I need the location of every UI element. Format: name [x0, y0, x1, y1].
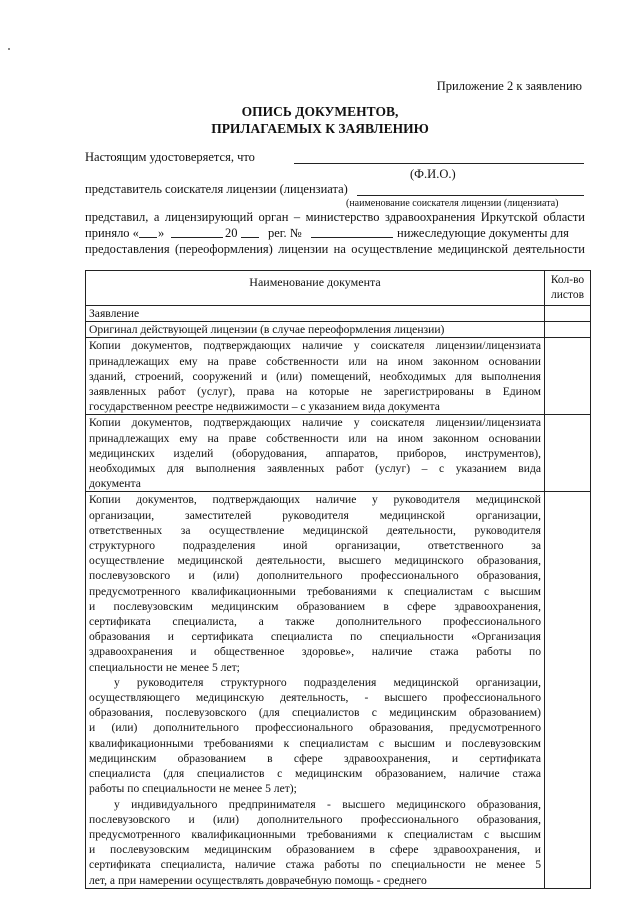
accepted-text: приняло «: [85, 226, 139, 240]
sheet-count-cell[interactable]: [545, 415, 591, 491]
sheet-count-cell[interactable]: [545, 322, 591, 337]
document-name-line: послевузовского и (или) дополнительного профессионального образования,: [89, 569, 541, 583]
table-body: [86, 306, 591, 889]
document-name-line: специальности не менее 5 лет;: [89, 660, 240, 674]
document-name-line: Копии документов, подтверждающих наличие у руководителя медицинской: [89, 493, 541, 507]
document-name-line: зданий, строений, сооружений и (или) помещений, необходимых для выполнения: [89, 369, 541, 383]
document-name-line: медицинским образованием в сфере здравоохранения, и сертификата: [89, 751, 541, 765]
table-row: [86, 415, 591, 492]
document-name-cell: [86, 322, 545, 337]
col-header-count-line2: листов: [550, 289, 585, 301]
document-name-line: необходимых для выполнения заявленных работ (услуг) – с указанием вида: [89, 462, 541, 476]
quote-close: »: [158, 226, 165, 240]
applicant-name-caption: (наименование соискателя лицензии (лицензиата): [346, 198, 559, 209]
document-name-line: заявленных работ (услуг), права на которые не зарегистрированы в Едином: [89, 385, 541, 399]
applicant-name-blank[interactable]: [357, 195, 584, 196]
document-name-line: у руководителя структурного подразделения медицинской организации,: [114, 675, 541, 689]
reg-number-blank[interactable]: [311, 237, 393, 238]
document-name-line: структурного подразделения иной организации, ответственного за: [89, 539, 541, 553]
document-name-line: Копии документов, подтверждающих наличие у соискателя лицензии/лицензиата: [89, 339, 541, 353]
col-header-count: [545, 271, 591, 305]
document-name-line: государственном реестре недвижимости – с указанием вида документа: [89, 400, 440, 414]
document-name-line: лет, а при намерении осуществлять доврачебную помощь - среднего: [89, 873, 427, 887]
year-prefix: 20: [225, 226, 238, 240]
document-name-line: сертификата специалиста, наличие стажа работы по специальности не менее 5: [89, 858, 541, 872]
certify-text: Настоящим удостоверяется, что: [85, 150, 255, 164]
col-header-name: Наименование документа: [86, 271, 545, 305]
day-blank[interactable]: [139, 237, 157, 238]
document-name-line: и (или) дополнительного профессионального образования, предусмотренного: [89, 721, 541, 735]
document-name-cell: [86, 415, 545, 491]
document-name-line: осуществляющего медицинскую деятельность, - высшего профессионального: [89, 691, 541, 705]
document-name-line: квалификационными требованиями к специалистам с высшим и послевузовским: [89, 736, 541, 750]
month-blank[interactable]: [171, 237, 223, 238]
document-name-cell: [86, 338, 545, 414]
document-name-line: послевузовского и (или) дополнительного профессионального образования,: [89, 812, 541, 826]
document-name-line: образования и сертификата специалиста по специальности «Организация: [89, 630, 541, 644]
document-name-line: организации, заместителей руководителя медицинской организации,: [89, 508, 541, 522]
sheet-count-cell[interactable]: [545, 492, 591, 887]
document-name-line: осуществление медицинской деятельности, высшего медицинского образования,: [89, 554, 541, 568]
year-blank[interactable]: [241, 237, 259, 238]
intro-line-3: представил, а лицензирующий орган – министерство здравоохранения Иркутской области: [85, 210, 585, 224]
document-name-line: Копии документов, подтверждающих наличие у соискателя лицензии/лицензиата: [89, 416, 541, 430]
reg-number-label: рег. №: [268, 226, 302, 240]
document-name-line: образования, послевузовского (для специалистов с медицинским образованием): [89, 706, 541, 720]
document-name-line: Заявление: [89, 307, 140, 320]
fio-caption: (Ф.И.О.): [410, 167, 456, 181]
document-name-line: документа: [89, 477, 141, 491]
document-name-cell: [86, 492, 545, 887]
scan-artifact: [8, 48, 10, 50]
documents-table: [85, 270, 591, 889]
appendix-label: Приложение 2 к заявлению: [436, 79, 582, 93]
table-row: [86, 306, 591, 322]
table-row: [86, 322, 591, 338]
table-row: [86, 338, 591, 415]
document-name-line: специалиста (для специалистов с медицинским образованием, наличие стажа: [89, 767, 541, 781]
document-name-line: и послевузовским медицинским образованием в сфере здравоохранения, и: [89, 843, 541, 857]
col-header-count-line1: Кол-во: [550, 274, 585, 286]
document-name-line: у индивидуального предпринимателя - высшего медицинского образования,: [114, 797, 541, 811]
fio-blank[interactable]: [294, 163, 584, 164]
document-name-line: и послевузовским медицинским образованием в сфере здравоохранения,: [89, 599, 541, 613]
document-name-line: медицинских изделий (оборудования, аппаратов, приборов, инструментов),: [89, 446, 541, 460]
intro-line-5: предоставления (переоформления) лицензии на осуществление медицинской деятельности: [85, 242, 585, 256]
representative-text: представитель соискателя лицензии (лицензиата): [85, 182, 348, 196]
document-title-line1: ОПИСЬ ДОКУМЕНТОВ,: [241, 104, 399, 119]
document-name-line: принадлежащих ему на праве собственности или на ином законном основании: [89, 431, 541, 445]
document-name-line: принадлежащих ему на праве собственности или на ином законном основании: [89, 354, 541, 368]
document-name-line: Оригинал действующей лицензии (в случае переоформления лицензии): [89, 323, 445, 337]
document-name-line: сертификата специалиста, а также дополнительного профессионального: [89, 615, 541, 629]
document-name-line: предусмотренного квалификационными требованиями к специалистам с высшим: [89, 827, 541, 841]
document-title-line2: ПРИЛАГАЕМЫХ К ЗАЯВЛЕНИЮ: [211, 121, 429, 136]
table-row: [86, 492, 591, 888]
document-name-line: здравоохранения и общественное здоровье», наличие стажа работы по: [89, 645, 541, 659]
following-documents-text: нижеследующие документы для: [397, 226, 569, 240]
document-name-line: работы по специальности не менее 5 лет);: [89, 782, 297, 796]
sheet-count-cell[interactable]: [545, 338, 591, 414]
sheet-count-cell[interactable]: [545, 306, 591, 321]
table-header: [86, 271, 591, 306]
document-name-line: ответственных за осуществление медицинской деятельности, руководителя: [89, 523, 541, 537]
document-name-line: предусмотренного квалификационными требованиями к специалистам с высшим: [89, 584, 541, 598]
document-name-cell: [86, 306, 545, 321]
